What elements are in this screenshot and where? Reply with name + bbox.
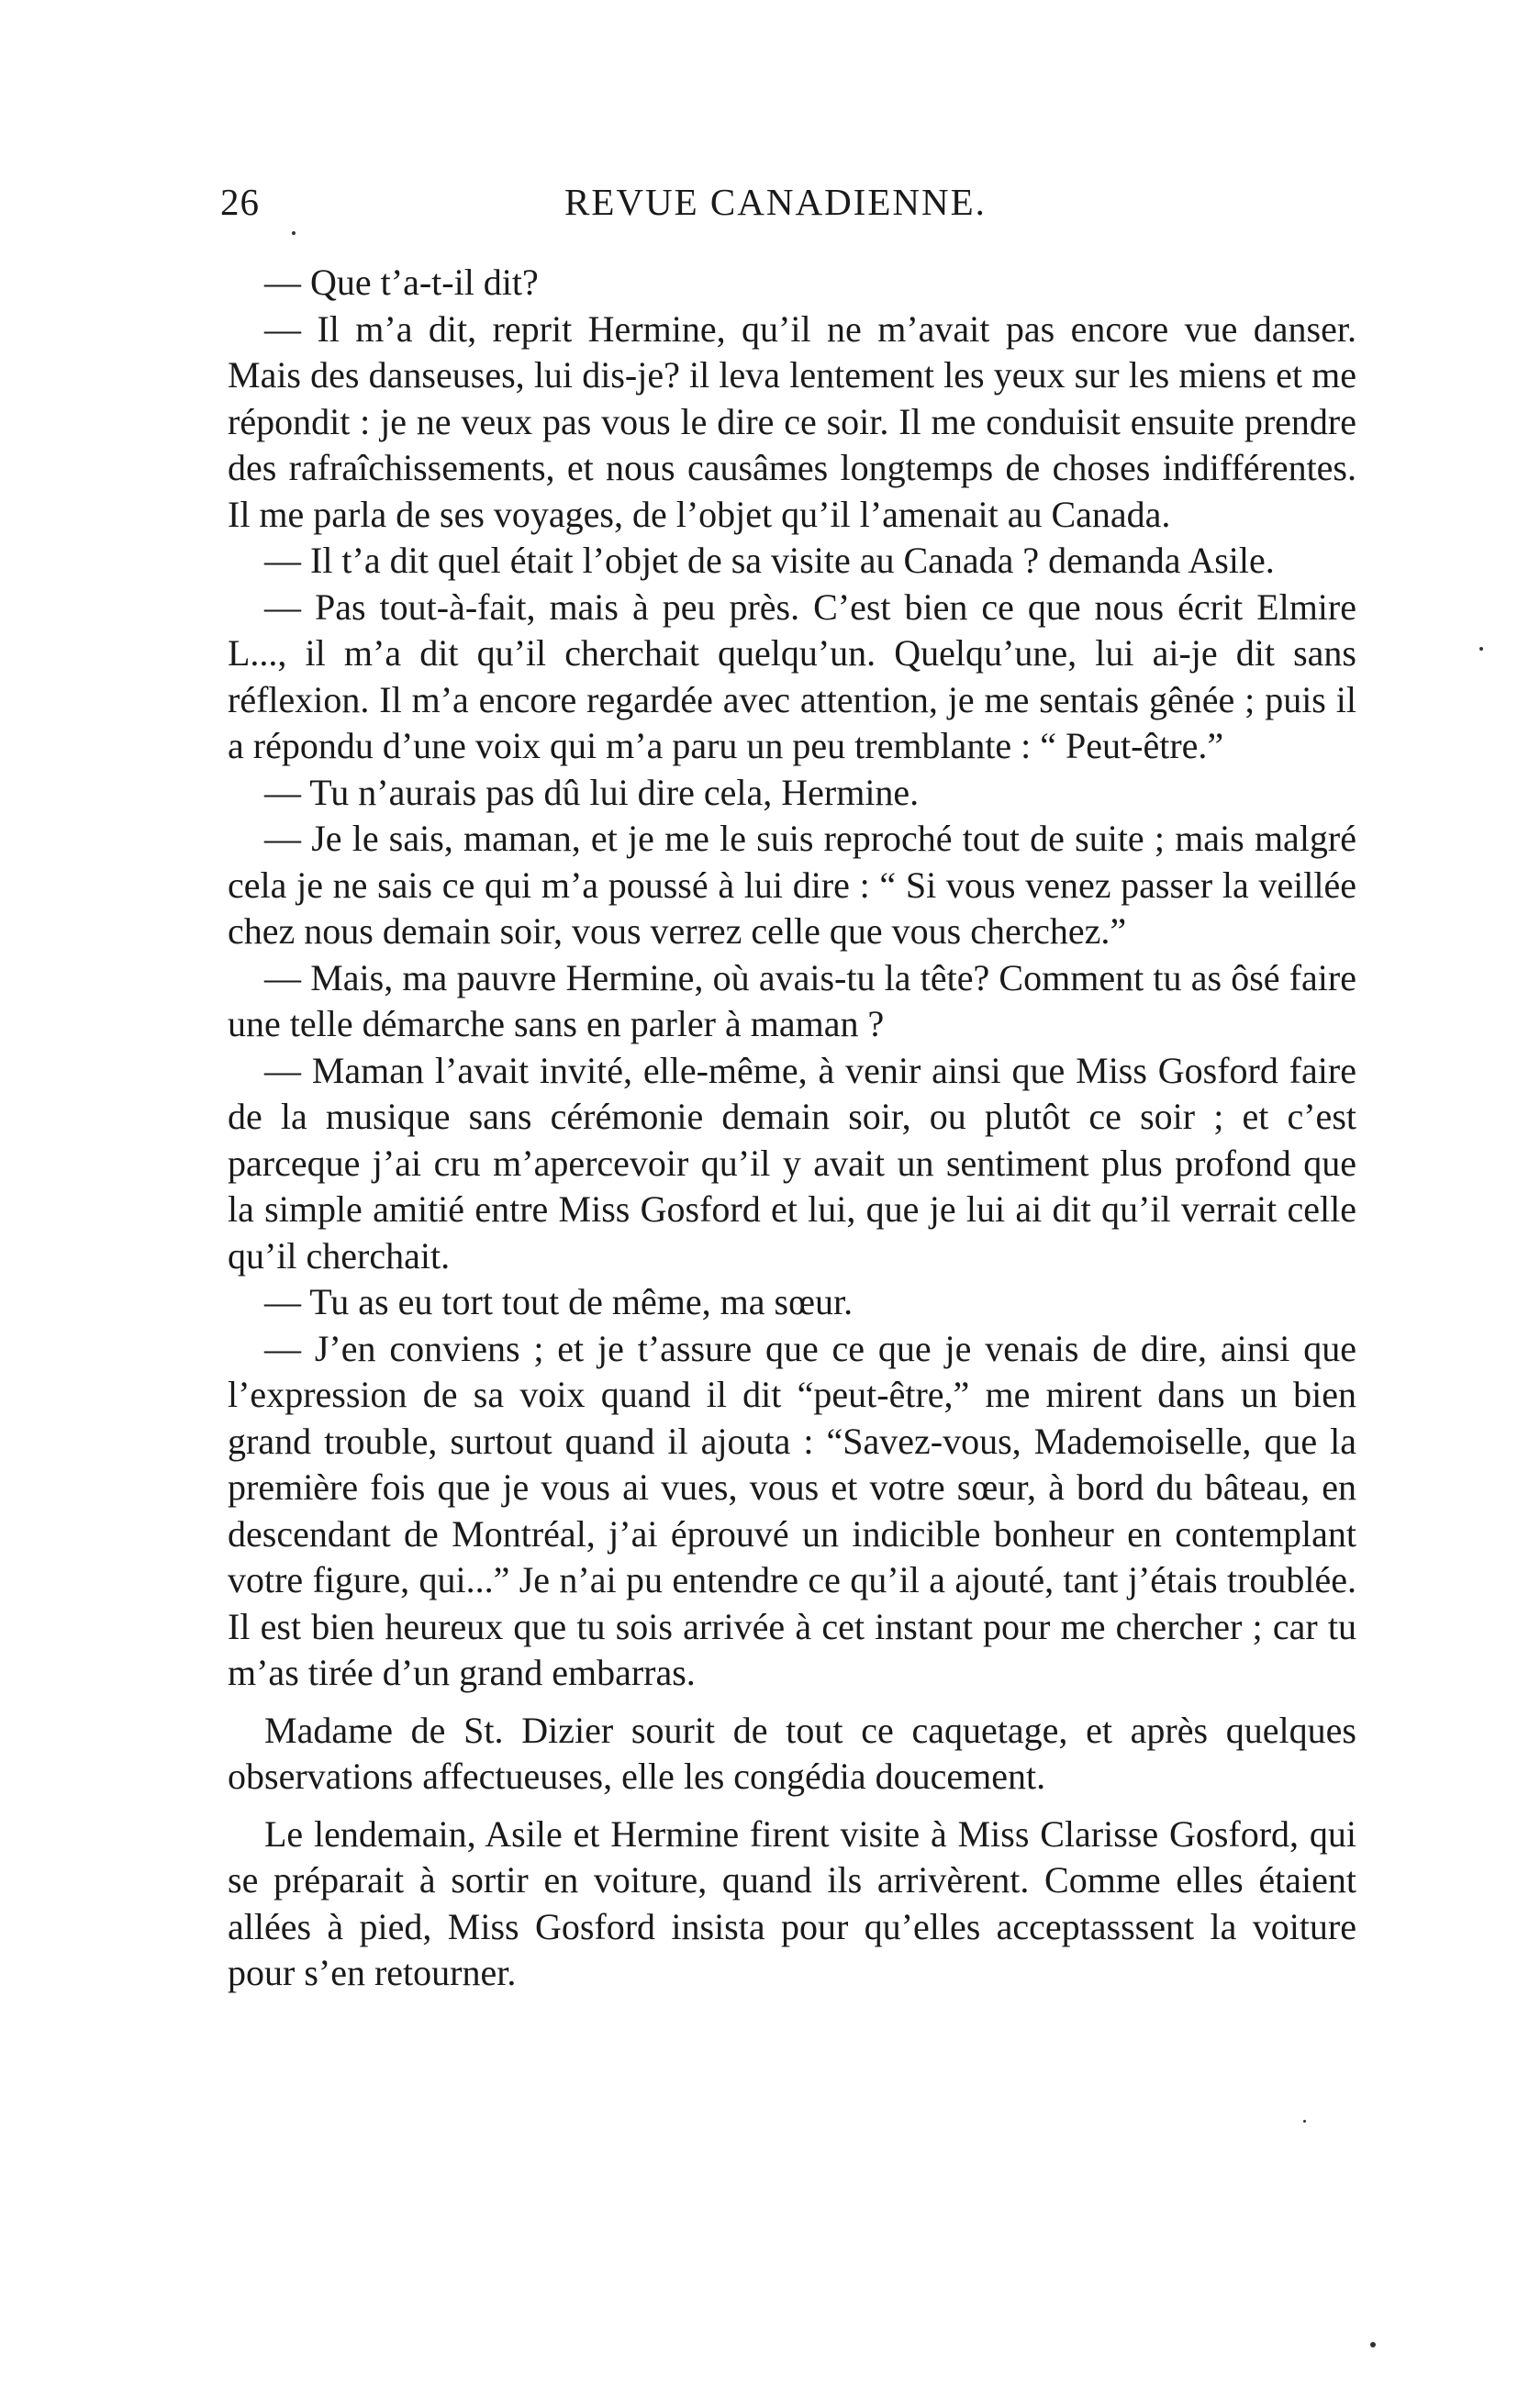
dialogue-paragraph: — Pas tout-à-fait, mais à peu près. C’est bien ce que nous écrit Elmire L..., il m’a dit qu’il cherchait quelqu’un. Quelqu’une, lui ai-je dit sans réflexion. Il m’a encore regardée avec attention, je me sentais gênée ; puis il a répondu d’une voix qui m’a paru un peu tremblante : “ Peut-être.” xyxy=(228,585,1356,766)
dialogue-paragraph: — Tu n’aurais pas dû lui dire cela, Hermine. xyxy=(264,771,920,813)
narrative-paragraph: Le lendemain, Asile et Hermine firent visite à Miss Clarisse Gosford, qui se préparait à sortir en voiture, quand ils arrivèrent. Comme elles étaient allées à pied, Miss Gosford insista pour qu’elles acceptasssent la voiture pour s’en retourner. xyxy=(228,1812,1356,1993)
body-text xyxy=(228,260,1356,1997)
narrative-paragraph: Madame de St. Dizier sourit de tout ce caquetage, et après quelques observations affectueuses, elle les congédia doucement. xyxy=(228,1709,1356,1797)
page-header xyxy=(220,180,1367,235)
dialogue-paragraph: — Que t’a-t-il dit? xyxy=(264,262,539,303)
dialogue-paragraph: — Mais, ma pauvre Hermine, où avais-tu la tête? Comment tu as ôsé faire une telle démarche sans en parler à maman ? xyxy=(228,956,1356,1044)
dialogue-paragraph: — J’en conviens ; et je t’assure que ce que je venais de dire, ainsi que l’expression de sa voix quand il dit “peut-être,” me mirent dans un bien grand trouble, surtout quand il ajouta : “Savez-vous, Mademoiselle, que la première fois que je vous ai vues, vous et votre sœur, à bord du bâteau, en descendant de Montréal, j’ai éprouvé un indicible bonheur en contemplant votre figure, qui...” Je n’ai pu entendre ce qu’il a ajouté, tant j’étais troublée. Il est bien heureux que tu sois arrivée à cet instant pour me chercher ; car tu m’as tirée d’un grand embarras. xyxy=(228,1327,1356,1693)
print-speck xyxy=(1370,2342,1376,2347)
dialogue-paragraph: — Il m’a dit, reprit Hermine, qu’il ne m’avait pas encore vue danser. Mais des danseuses, lui dis-je? il leva lentement les yeux sur les miens et me répondit : je ne veux pas vous le dire ce soir. Il me conduisit ensuite prendre des rafraîchissements, et nous causâmes longtemps de choses indifférentes. Il me parla de ses voyages, de l’objet qu’il l’amenait au Canada. xyxy=(228,307,1356,535)
running-title: REVUE CANADIENNE. xyxy=(564,181,987,223)
dialogue-paragraph: — Je le sais, maman, et je me le suis reproché tout de suite ; mais malgré cela je ne sais ce qui m’a poussé à lui dire : “ Si vous venez passer la veillée chez nous demain soir, vous verrez celle que vous cherchez.” xyxy=(228,818,1356,952)
print-speck xyxy=(1303,2120,1306,2123)
dialogue-paragraph: — Il t’a dit quel était l’objet de sa visite au Canada ? demanda Asile. xyxy=(264,540,1275,581)
page-number: 26 xyxy=(220,181,260,223)
print-speck xyxy=(292,231,296,235)
dialogue-paragraph: — Tu as eu tort tout de même, ma sœur. xyxy=(264,1281,854,1322)
print-speck xyxy=(1479,647,1483,651)
dialogue-paragraph: — Maman l’avait invité, elle-même, à venir ainsi que Miss Gosford faire de la musique sans cérémonie demain soir, ou plutôt ce soir ; et c’est parceque j’ai cru m’apercevoir qu’il y avait un sentiment plus profond que la simple amitié entre Miss Gosford et lui, que je lui ai dit qu’il verrait celle qu’il cherchait. xyxy=(228,1049,1356,1276)
